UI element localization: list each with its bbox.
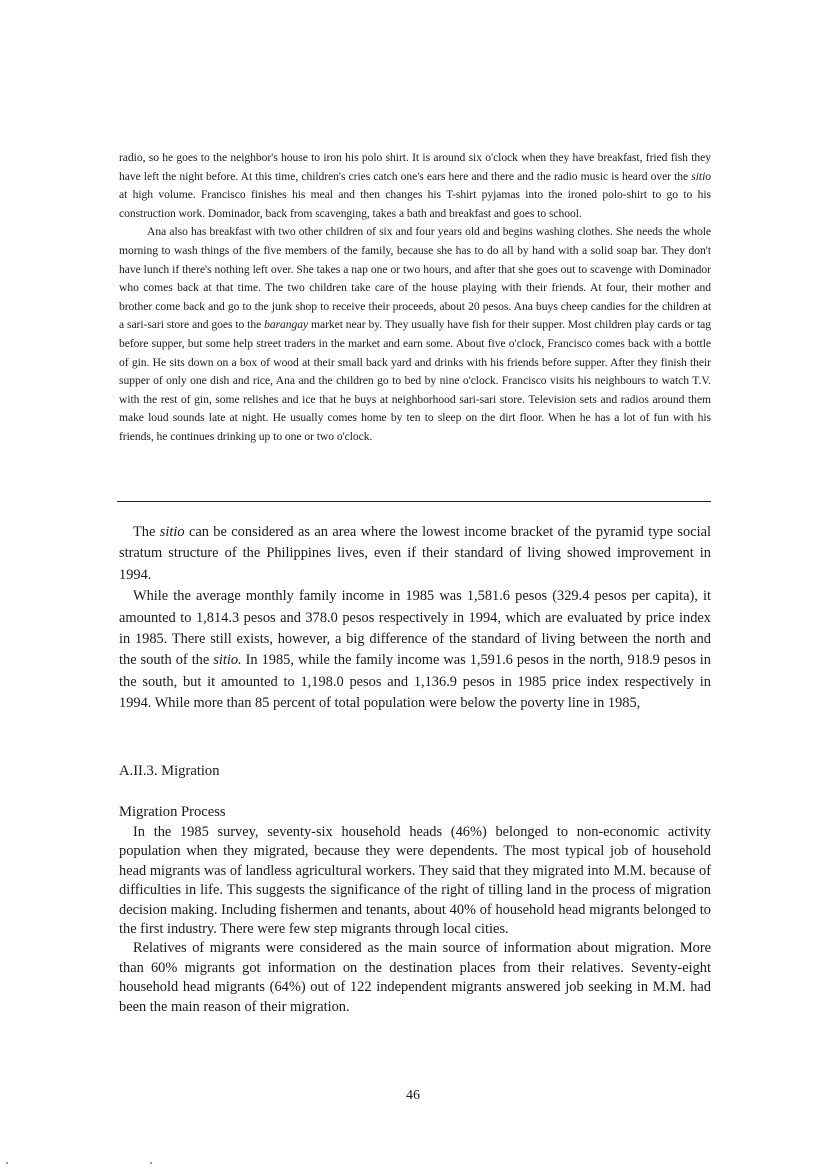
body-paragraph <box>119 586 711 714</box>
body-paragraph: Relatives of migrants were considered as the main source of information about migration. More than 60% migrants got information on the destination places from their relatives. Seventy-eight household head migrants (64%) out of 122 independent migrants answered job seeking in M.M. had been the main reason of their migration. <box>119 940 711 1015</box>
case-study-box <box>119 149 711 447</box>
scan-artifact <box>150 1162 152 1164</box>
migration-section <box>119 823 711 1017</box>
italic-term: sitio. <box>213 652 242 669</box>
case-study-divider <box>117 501 711 502</box>
text-run: Ana also has breakfast with two other children of six and four years old and begins washing clothes. She needs the whole morning to wash things of the five members of the family, because she has to do all by hand with a solid soap bar. They don't have lunch if there's nothing left over. She takes a nap one or two hours, and after that she goes out to scavenge with Dominador who comes back at that time. The two children take care of the house playing with their friends. At four, their mother and brother come back and go to the junk shop to receive their proceeds, about 20 pesos. Ana buys cheep candies for the children at a sari-sari store and goes to the <box>119 225 711 332</box>
text-run: market near by. They usually have fish for their supper. Most children play cards or tag before supper, but some help street traders in the market and earn some. About five o'clock, Francisco comes back with a bottle of gin. He sits down on a box of wood at their small back yard and drinks with his friends before supper. After they finish their supper of only one dish and rice, Ana and the children go to bed by nine o'clock. Francisco visits his neighbours to watch T.V. with the rest of gin, some relishes and ice that he buys at neighborhood sari-sari store. Television sets and radios around them make loud sounds late at night. He usually comes home by ten to sleep on the dirt floor. When he has a lot of fun with his friends, he continues drinking up to one or two o'clock. <box>119 318 711 443</box>
text-run: The <box>133 524 160 540</box>
text-run: at high volume. Francisco finishes his meal and then changes his T-shirt pyjamas into the ironed polo-shirt to go to his construction work. Dominador, back from scavenging, takes a bath and breakfast and goes to school. <box>119 188 711 220</box>
case-study-paragraph <box>119 223 711 446</box>
italic-term: barangay <box>264 318 309 332</box>
section-heading: A.II.3. Migration <box>119 763 220 779</box>
italic-term: sitio <box>159 524 185 540</box>
case-study-paragraph <box>119 149 711 223</box>
body-paragraph <box>119 522 711 586</box>
scan-artifact <box>6 1162 8 1164</box>
text-run: While the average monthly family income in 1985 was 1,581.6 pesos (329.4 pesos per capita), it amounted to 1,814.3 pesos and 378.0 pesos respectively in 1994, which are evaluated by price index in 1985. There still exists, however, a big difference of the standard of living between the north and the south of the <box>119 588 711 669</box>
text-run: In 1985, while the family income was 1,591.6 pesos in the north, 918.9 pesos in the south, but it amounted to 1,198.0 pesos and 1,136.9 pesos in 1985 price index respectively in 1994. While more than 85 percent of total population were below the poverty line in 1985, <box>119 652 711 712</box>
text-run: can be considered as an area where the lowest income bracket of the pyramid type social stratum structure of the Philippines lives, even if their standard of living showed improvement in 1994. <box>119 524 711 583</box>
subheading: Migration Process <box>119 804 226 820</box>
body-paragraph: In the 1985 survey, seventy-six household heads (46%) belonged to non-economic activity population when they migrated, because they were dependents. The most typical job of household head migrants was of landless agricultural workers. They said that they migrated into M.M. because of difficulties in life. This suggests the significance of the right of tilling land in the process of migration decision making. Including fishermen and tenants, about 40% of household head migrants belonged to the first industry. There were few step migrants through local cities. <box>119 824 711 938</box>
italic-term: sitio <box>691 169 711 183</box>
page-number: 46 <box>406 1088 420 1103</box>
income-section <box>119 522 711 715</box>
text-run: radio, so he goes to the neighbor's house to iron his polo shirt. It is around six o'clock when they have breakfast, fried fish they have left the night before. At this time, children's cries catch one's ears here and there and the radio music is heard over the <box>119 151 711 183</box>
